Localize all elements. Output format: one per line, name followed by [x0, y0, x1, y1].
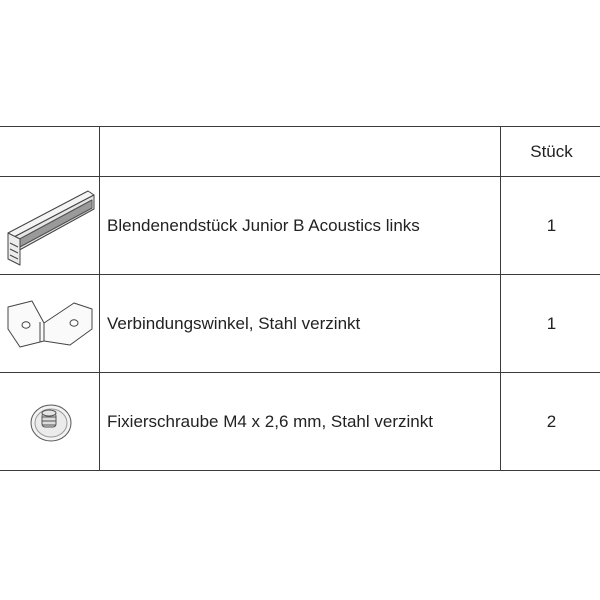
qty-cell: 2	[501, 373, 600, 471]
table-row	[0, 373, 600, 471]
image-cell	[0, 373, 100, 471]
profile-rail-icon	[4, 183, 96, 269]
table-row	[0, 275, 600, 373]
qty-cell: 1	[501, 275, 600, 373]
fixing-screw-icon	[4, 387, 96, 457]
description-cell: Blendenendstück Junior B Acoustics links	[100, 177, 501, 275]
qty-cell: 1	[501, 177, 600, 275]
qty-header: Stück	[501, 127, 600, 177]
description-cell: Fixierschraube M4 x 2,6 mm, Stahl verzinkt	[100, 373, 501, 471]
header-empty-cell	[0, 127, 100, 177]
image-cell	[0, 275, 100, 373]
angle-bracket-icon	[4, 289, 96, 359]
header-empty-cell	[100, 127, 501, 177]
description-cell: Verbindungswinkel, Stahl verzinkt	[100, 275, 501, 373]
table-header-row	[0, 127, 600, 177]
table-row	[0, 177, 600, 275]
parts-table	[0, 126, 600, 471]
image-cell	[0, 177, 100, 275]
